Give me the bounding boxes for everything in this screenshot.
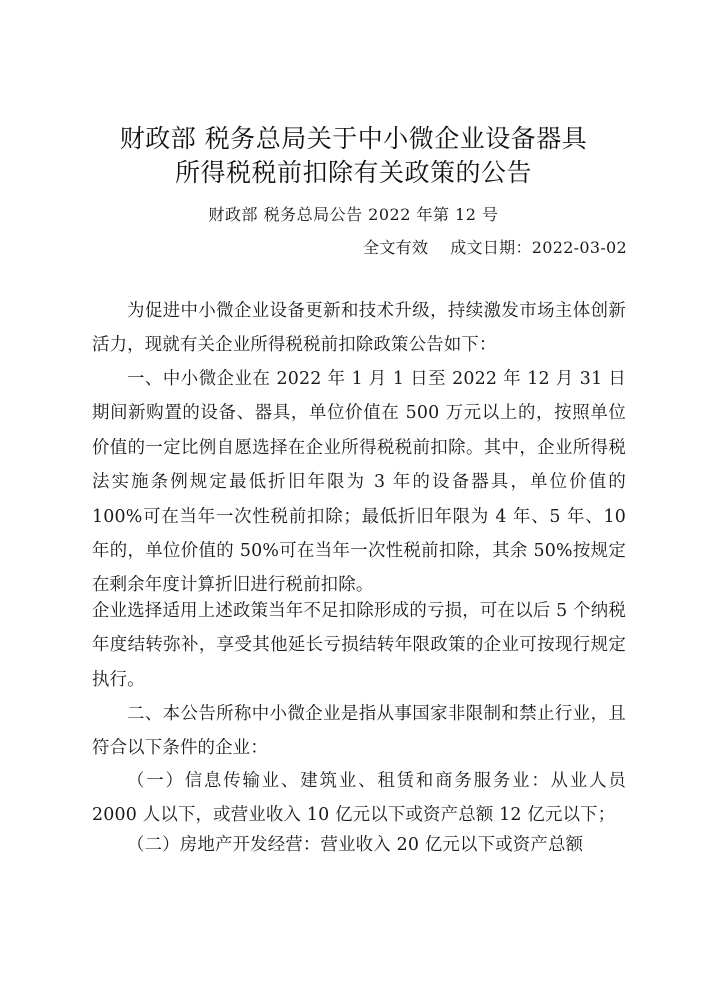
validity-status: 全文有效 (363, 238, 429, 257)
condition-item-2: （二）房地产开发经营：营业收入 20 亿元以下或资产总额 (127, 835, 584, 855)
section-2-paragraph: 二、本公告所称中小微企业是指从事国家非限制和禁止行业，且符合以下条件的企业： (92, 704, 626, 759)
section-1-paragraph: 一、中小微企业在 2022 年 1 月 1 日至 2022 年 12 月 31 日期间新购置的设备、器具，单位价值在 500 万元以上的，按照单位价值的一定比例自愿选择在企业所得税税前扣除。其中，企业所得税法实施条例规定最低折旧年限为 3 年的设备器具，单位价值的 100%可在当年一次性税前扣除；最低折旧年限为 4 年、5 年、10 年的，单位价值的 50%可在当年一次性税前扣除，其余 50%按规定在剩余年度计算折旧进行税前扣除。 (92, 369, 626, 596)
issue-date: 成文日期：2022-03-02 (450, 238, 627, 257)
document-number: 财政部 税务总局公告 2022 年第 12 号 (208, 205, 499, 224)
page-title-line-1: 财政部 税务总局关于中小微企业设备器具 (119, 124, 588, 153)
document-meta (363, 235, 627, 258)
page-title-line-2: 所得税税前扣除有关政策的公告 (174, 158, 532, 187)
intro-paragraph: 为促进中小微企业设备更新和技术升级，持续激发市场主体创新活力，现就有关企业所得税税前扣除政策公告如下： (92, 301, 626, 356)
section-1-note-paragraph: 企业选择适用上述政策当年不足扣除形成的亏损，可在以后 5 个纳税年度结转弥补，享受其他延长亏损结转年限政策的企业可按现行规定执行。 (92, 601, 626, 690)
condition-item-1: （一）信息传输业、建筑业、租赁和商务服务业：从业人员 2000 人以下，或营业收入 10 亿元以下或资产总额 12 亿元以下； (92, 771, 626, 826)
